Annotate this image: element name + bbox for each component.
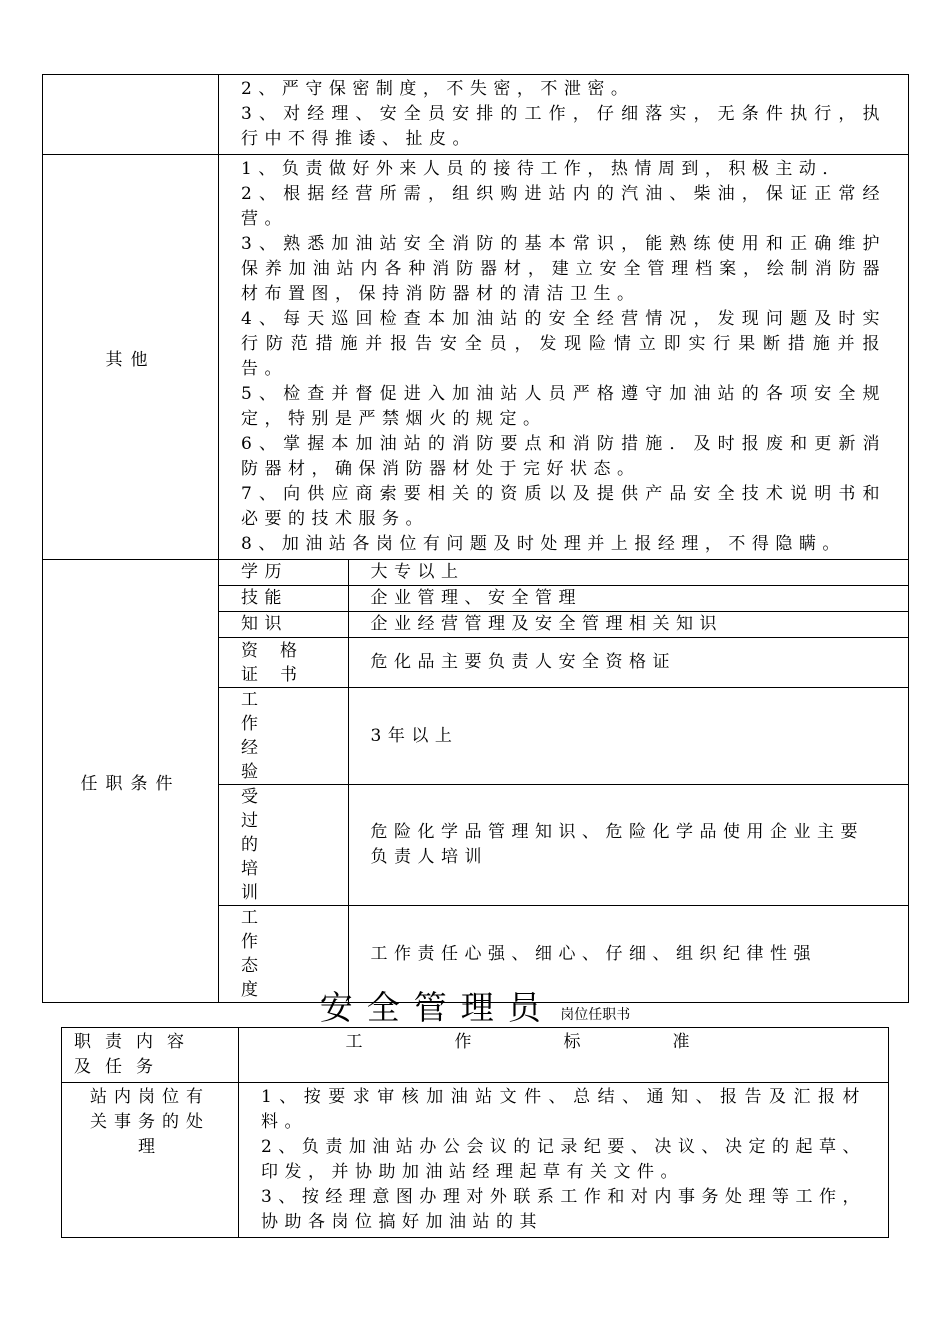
duty-item: 3、熟悉加油站安全消防的基本常识，能熟练使用和正确维护保养加油站内各种消防器材，建立安全管理档案，绘制消防器材布置图，保持消防器材的清洁卫生。 <box>241 234 886 304</box>
qualification-value: 大专以上 <box>348 560 908 586</box>
duty-item: 2、严守保密制度，不失密，不泄密。 <box>241 79 635 99</box>
qualification-row <box>219 586 908 612</box>
header-duty-content: 职责内容及任务 <box>62 1028 239 1083</box>
section-subtitle: 岗位任职书 <box>560 1007 631 1023</box>
duty-item: 3、对经理、安全员安排的工作，仔细落实，无条件执行，执行中不得推诿、扯皮。 <box>241 104 886 149</box>
row-label-qualifications: 任职条件 <box>43 560 219 1003</box>
qualification-key: 工作态度 <box>219 906 348 1003</box>
qualification-value: 企业经营管理及安全管理相关知识 <box>348 612 908 638</box>
table-row <box>43 560 909 1003</box>
qualification-value: 危险化学品管理知识、危险化学品使用企业主要负责人培训 <box>348 785 908 906</box>
qualification-value: 危化品主要负责人安全资格证 <box>348 638 908 688</box>
row-label: 站内岗位有关事务的处理 <box>62 1083 239 1238</box>
qualification-key: 受过的培训 <box>219 785 348 906</box>
section-title: 安全管理员 <box>319 988 555 1027</box>
qualification-value: 企业管理、安全管理 <box>348 586 908 612</box>
duty-list <box>239 1083 888 1237</box>
duty-table <box>42 74 909 1003</box>
duty-item: 1、按要求审核加油站文件、总结、通知、报告及汇报材料。 <box>261 1087 866 1132</box>
qualification-key: 学历 <box>219 560 348 586</box>
row-label-other: 其他 <box>43 155 219 560</box>
qualification-value: 工作责任心强、细心、仔细、组织纪律性强 <box>370 943 817 964</box>
table-row <box>43 155 909 560</box>
qualification-row <box>219 638 908 688</box>
duty-table-safety-officer <box>61 1027 889 1238</box>
duty-item: 4、每天巡回检查本加油站的安全经营情况，发现问题及时实行防范措施并报告安全员，发现险情立即实行果断措施并报告。 <box>241 309 886 379</box>
qualification-row <box>219 612 908 638</box>
duty-item: 2、根据经营所需，组织购进站内的汽油、柴油，保证正常经营。 <box>241 184 886 229</box>
qualification-table <box>219 560 908 1002</box>
table-header-row <box>62 1028 889 1083</box>
table-row <box>62 1083 889 1238</box>
header-work-standard: 工作标准 <box>239 1028 889 1083</box>
duty-item: 2、负责加油站办公会议的记录纪要、决议、决定的起草、印发，并协助加油站经理起草有关文件。 <box>261 1137 866 1182</box>
duty-item: 5、检查并督促进入加油站人员严格遵守加油站的各项安全规定，特别是严禁烟火的规定。 <box>241 384 886 429</box>
table-row <box>43 75 909 155</box>
duty-item: 3、按经理意图办理对外联系工作和对内事务处理等工作，协助各岗位搞好加油站的其 <box>261 1187 866 1232</box>
qualification-key: 技能 <box>219 586 348 612</box>
duty-item: 1、负责做好外来人员的接待工作，热情周到，积极主动． <box>241 159 846 179</box>
qualification-key: 资格证书 <box>219 638 348 688</box>
duty-item: 7、向供应商索要相关的资质以及提供产品安全技术说明书和必要的技术服务。 <box>241 484 886 529</box>
duty-item: 6、掌握本加油站的消防要点和消防措施．及时报废和更新消防器材，确保消防器材处于完好状态。 <box>241 434 886 479</box>
qualification-row <box>219 785 908 906</box>
duty-list <box>219 75 908 154</box>
qualification-row <box>219 560 908 586</box>
qualification-key: 工作经验 <box>219 688 348 785</box>
section-heading <box>0 982 950 1029</box>
duty-list <box>219 155 908 559</box>
row-label <box>43 75 219 155</box>
duty-item: 8、加油站各岗位有问题及时处理并上报经理，不得隐瞒。 <box>241 534 846 554</box>
qualification-key: 知识 <box>219 612 348 638</box>
qualification-value: 3年以上 <box>348 688 908 785</box>
qualification-row <box>219 688 908 785</box>
